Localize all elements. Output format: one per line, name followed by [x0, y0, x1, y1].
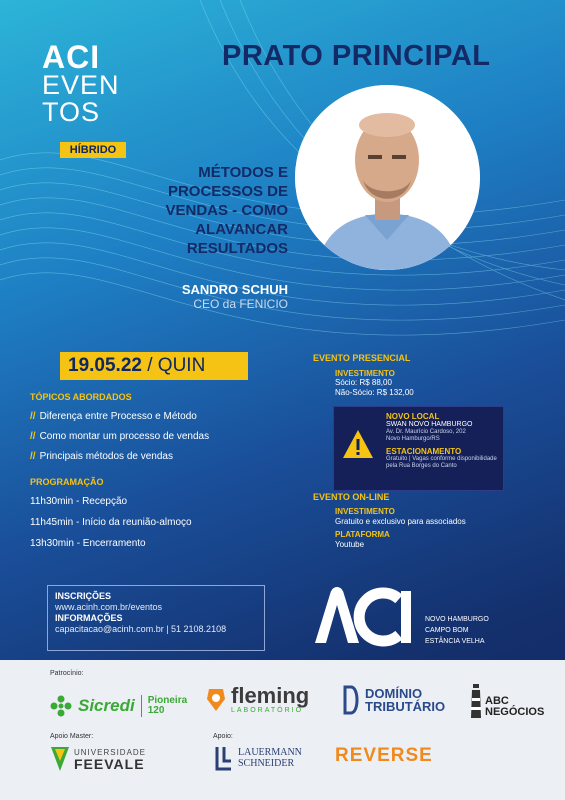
city-name: ESTÂNCIA VELHA: [425, 638, 485, 645]
registration-box: [47, 585, 265, 651]
city-name: NOVO HAMBURGO: [425, 616, 489, 623]
investment-heading: INVESTIMENTO: [335, 369, 395, 378]
abc-text-2: NEGÓCIOS: [485, 706, 545, 718]
talk-title-line: MÉTODOS E: [198, 164, 288, 181]
abc-text: ABC: [485, 695, 509, 707]
page-title: PRATO PRINCIPAL: [222, 40, 491, 72]
online-section: [313, 492, 553, 550]
aci-cities: [425, 614, 489, 647]
sicredi-flower-icon: [50, 695, 72, 717]
contact-info[interactable]: capacitacao@acinh.com.br | 51 2108.2108: [55, 624, 227, 634]
presencial-section: [313, 353, 553, 398]
topic-item: [30, 431, 209, 442]
brand-line2: EVEN: [42, 70, 120, 100]
warning-icon: [342, 429, 374, 459]
sponsorship-label: Patrocínio:: [50, 670, 84, 677]
speaker-portrait-icon: [295, 85, 480, 270]
location-address: Av. Dr. Maurício Cardoso, 202: [386, 429, 466, 435]
program-item: 11h30min - Recepção: [30, 496, 128, 507]
brand-line3: TOS: [42, 97, 101, 127]
dominio-text: DOMÍNIO: [365, 686, 423, 701]
fleming-mark-icon: [205, 687, 227, 713]
lauermann-schneider-logo: [215, 745, 302, 771]
presencial-investment: [335, 369, 553, 398]
new-location-box: [333, 406, 504, 491]
speaker-photo: [295, 85, 480, 270]
fleming-text: fleming: [231, 683, 310, 708]
sicredi-divider: [141, 695, 142, 717]
presencial-heading: EVENTO PRESENCIAL: [313, 353, 411, 363]
sicredi-logo: [50, 695, 186, 717]
online-details: [335, 507, 553, 550]
location-address: Novo Hamburgo/RS: [386, 436, 440, 442]
program-heading: PROGRAMAÇÃO: [30, 477, 104, 487]
aci-logo: [313, 585, 413, 647]
location-heading: NOVO LOCAL: [386, 412, 440, 421]
lighthouse-icon: [470, 680, 482, 718]
talk-title-line: VENDAS - COMO: [165, 202, 288, 219]
feevale-text: UNIVERSIDADE: [74, 747, 147, 757]
fleming-subtitle: LABORATÓRIO: [231, 707, 304, 714]
program-item: 13h30min - Encerramento: [30, 538, 146, 549]
topic-text: Principais métodos de vendas: [39, 451, 173, 462]
topic-bullet: //: [30, 451, 36, 462]
platform-heading: PLATAFORMA: [335, 530, 390, 539]
investment-line: Não-Sócio: R$ 132,00: [335, 388, 414, 397]
talk-title: [130, 163, 288, 258]
city-name: CAMPO BOM: [425, 627, 469, 634]
dominio-logo: [343, 685, 445, 715]
date-day: 19.05.22: [68, 355, 142, 376]
location-name: SWAN NOVO HAMBURGO: [386, 421, 473, 428]
topic-text: Diferença entre Processo e Método: [39, 411, 197, 422]
online-heading: EVENTO ON-LINE: [313, 492, 390, 502]
dominio-mark-icon: [343, 685, 361, 715]
aci-eventos-brand: [42, 39, 120, 127]
online-investment-text: Gratuito e exclusivo para associados: [335, 517, 466, 526]
reverse-logo: [335, 745, 433, 767]
feevale-logo: [50, 745, 146, 773]
topics-heading: TÓPICOS ABORDADOS: [30, 392, 132, 402]
dominio-text-2: TRIBUTÁRIO: [365, 699, 446, 714]
brand-line1: ACI: [42, 39, 101, 75]
lauermann-text: LAUERMANN: [238, 747, 302, 758]
topic-bullet: //: [30, 431, 36, 442]
topic-item: [30, 411, 209, 422]
platform-text: Youtube: [335, 540, 365, 549]
support-label: Apoio:: [213, 733, 233, 740]
sicredi-text: Sicredi: [78, 696, 135, 715]
fleming-logo: [205, 685, 309, 714]
investment-line: Sócio: R$ 88,00: [335, 378, 392, 387]
reverse-text: REVERSE: [335, 745, 433, 766]
sicredi-subtitle: Pioneira 120: [147, 695, 188, 716]
topic-bullet: //: [30, 411, 36, 422]
event-date: [60, 352, 248, 380]
speaker-role: CEO da FENICIO: [193, 297, 288, 311]
schneider-text: SCHNEIDER: [238, 758, 295, 769]
talk-title-line: PROCESSOS DE: [167, 183, 288, 200]
program-section: [30, 477, 192, 559]
registration-link[interactable]: www.acinh.com.br/eventos: [55, 602, 163, 612]
talk-title-line: RESULTADOS: [186, 240, 288, 257]
topics-section: [30, 392, 209, 471]
date-weekday: / QUIN: [147, 355, 206, 376]
parking-text: Gratuito | Vagas conforme disponibilidade: [386, 456, 497, 462]
lauermann-mark-icon: [215, 745, 233, 771]
parking-text: pela Rua Borges do Canto: [386, 463, 457, 469]
hybrid-badge: HÍBRIDO: [60, 142, 126, 158]
talk-title-line: ALAVANCAR: [195, 221, 288, 238]
master-support-label: Apoio Master:: [50, 733, 94, 740]
program-item: 11h45min - Início da reunião-almoço: [30, 517, 192, 528]
feevale-text-2: FEEVALE: [74, 755, 145, 772]
online-investment-heading: INVESTIMENTO: [335, 507, 395, 516]
registration-heading: INSCRIÇÕES: [55, 591, 112, 601]
parking-heading: ESTACIONAMENTO: [386, 447, 462, 456]
speaker-name: SANDRO SCHUH: [181, 282, 288, 297]
feevale-shield-icon: [50, 745, 70, 773]
abc-negocios-logo: [470, 680, 544, 718]
topic-item: [30, 451, 209, 462]
info-heading: INFORMAÇÕES: [55, 613, 123, 623]
topic-text: Como montar um processo de vendas: [39, 431, 210, 442]
location-details: [386, 412, 504, 470]
